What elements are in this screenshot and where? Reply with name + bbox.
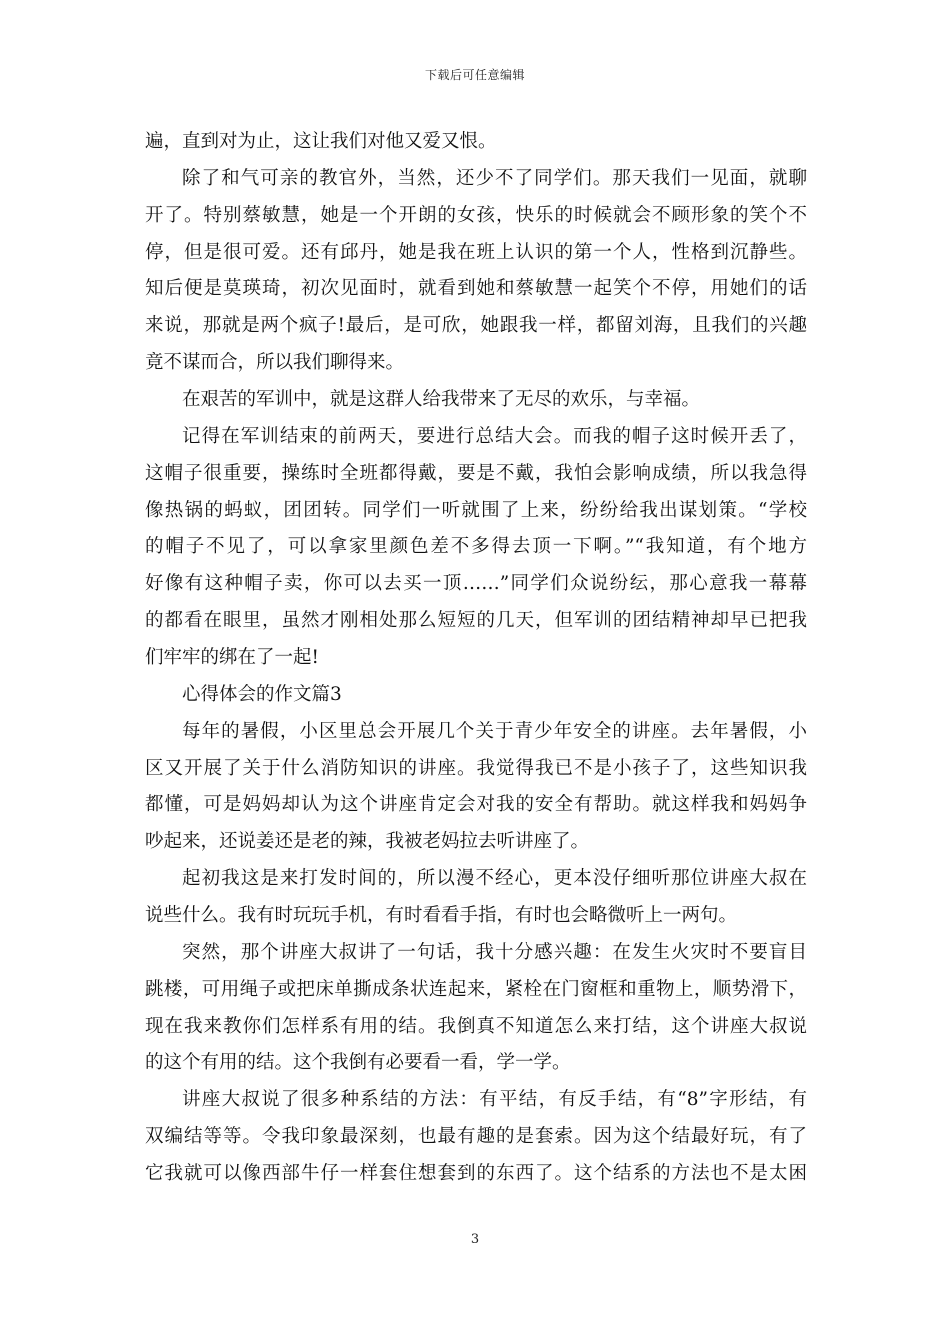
paragraph-line: 的这个有用的结。这个我倒有必要看一看，学一学。 — [145, 1052, 571, 1074]
paragraph-line: 像热锅的蚂蚁，团团转。同学们一听就围了上来，纷纷给我出谋划策。“学校 — [145, 499, 807, 521]
paragraph-line: 吵起来，还说姜还是老的辣，我被老妈拉去听讲座了。 — [145, 831, 590, 853]
paragraph-line: 开了。特别蔡敏慧，她是一个开朗的女孩，快乐的时候就会不顾形象的笑个不 — [145, 204, 807, 226]
paragraph-line: 双编结等等。令我印象最深刻，也最有趣的是套索。因为这个结最好玩，有了 — [145, 1126, 807, 1148]
paragraph-first-line: 突然，那个讲座大叔讲了一句话，我十分感兴趣：在发生火灾时不要盲目 — [182, 941, 807, 963]
page-number: 3 — [470, 1232, 480, 1247]
paragraph-line: 的帽子不见了，可以拿家里颜色差不多得去顶一下啊。”“我知道，有个地方 — [145, 536, 807, 558]
paragraph-first-line: 记得在军训结束的前两天，要进行总结大会。而我的帽子这时候开丢了， — [182, 425, 807, 447]
paragraph-line: 们牢牢的绑在了一起! — [145, 647, 319, 669]
paragraph-line: 说些什么。我有时玩玩手机，有时看看手指，有时也会略微听上一两句。 — [145, 905, 738, 927]
document-body — [145, 124, 807, 1193]
paragraph-first-line: 每年的暑假，小区里总会开展几个关于青少年安全的讲座。去年暑假，小 — [182, 720, 807, 742]
paragraph-line: 这帽子很重要，操练时全班都得戴，要是不戴，我怕会影响成绩，所以我急得 — [145, 462, 807, 484]
paragraph-first-line: 心得体会的作文篇3 — [182, 683, 342, 705]
page-header: 下载后可任意编辑 — [424, 68, 525, 82]
paragraph-line: 现在我来教你们怎样系有用的结。我倒真不知道怎么来打结，这个讲座大叔说 — [145, 1015, 807, 1037]
paragraph-first-line: 在艰苦的军训中，就是这群人给我带来了无尽的欢乐，与幸福。 — [182, 389, 701, 411]
paragraph-first-line: 起初我这是来打发时间的，所以漫不经心，更本没仔细听那位讲座大叔在 — [182, 868, 807, 890]
paragraph-line: 竟不谋而合，所以我们聊得来。 — [145, 352, 405, 374]
paragraph-line: 好像有这种帽子卖，你可以去买一顶……”同学们众说纷纭，那心意我一幕幕 — [145, 573, 807, 595]
paragraph-line: 它我就可以像西部牛仔一样套住想套到的东西了。这个结系的方法也不是太困 — [145, 1163, 807, 1185]
paragraph-line: 来说，那就是两个疯子!最后，是可欣，她跟我一样，都留刘海，且我们的兴趣 — [145, 315, 807, 337]
paragraph-line: 遍，直到对为止，这让我们对他又爱又恨。 — [145, 131, 497, 152]
paragraph-line: 跳楼，可用绳子或把床单撕成条状连起来，紧栓在门窗框和重物上，顺势滑下， — [145, 978, 807, 1000]
paragraph-first-line: 讲座大叔说了很多种系结的方法：有平结，有反手结，有“8”字形结，有 — [182, 1089, 807, 1111]
paragraph-first-line: 除了和气可亲的教官外，当然，还少不了同学们。那天我们一见面，就聊 — [182, 167, 807, 189]
paragraph-line: 都懂，可是妈妈却认为这个讲座肯定会对我的安全有帮助。就这样我和妈妈争 — [145, 794, 807, 816]
paragraph-line: 停，但是很可爱。还有邱丹，她是我在班上认识的第一个人，性格到沉静些。 — [145, 241, 807, 263]
paragraph-line: 区又开展了关于什么消防知识的讲座。我觉得我已不是小孩子了，这些知识我 — [145, 757, 807, 779]
paragraph-line: 知后便是莫瑛琦，初次见面时，就看到她和蔡敏慧一起笑个不停，用她们的话 — [145, 278, 807, 300]
paragraph-line: 的都看在眼里，虽然才刚相处那么短短的几天，但军训的团结精神却早已把我 — [145, 610, 807, 632]
